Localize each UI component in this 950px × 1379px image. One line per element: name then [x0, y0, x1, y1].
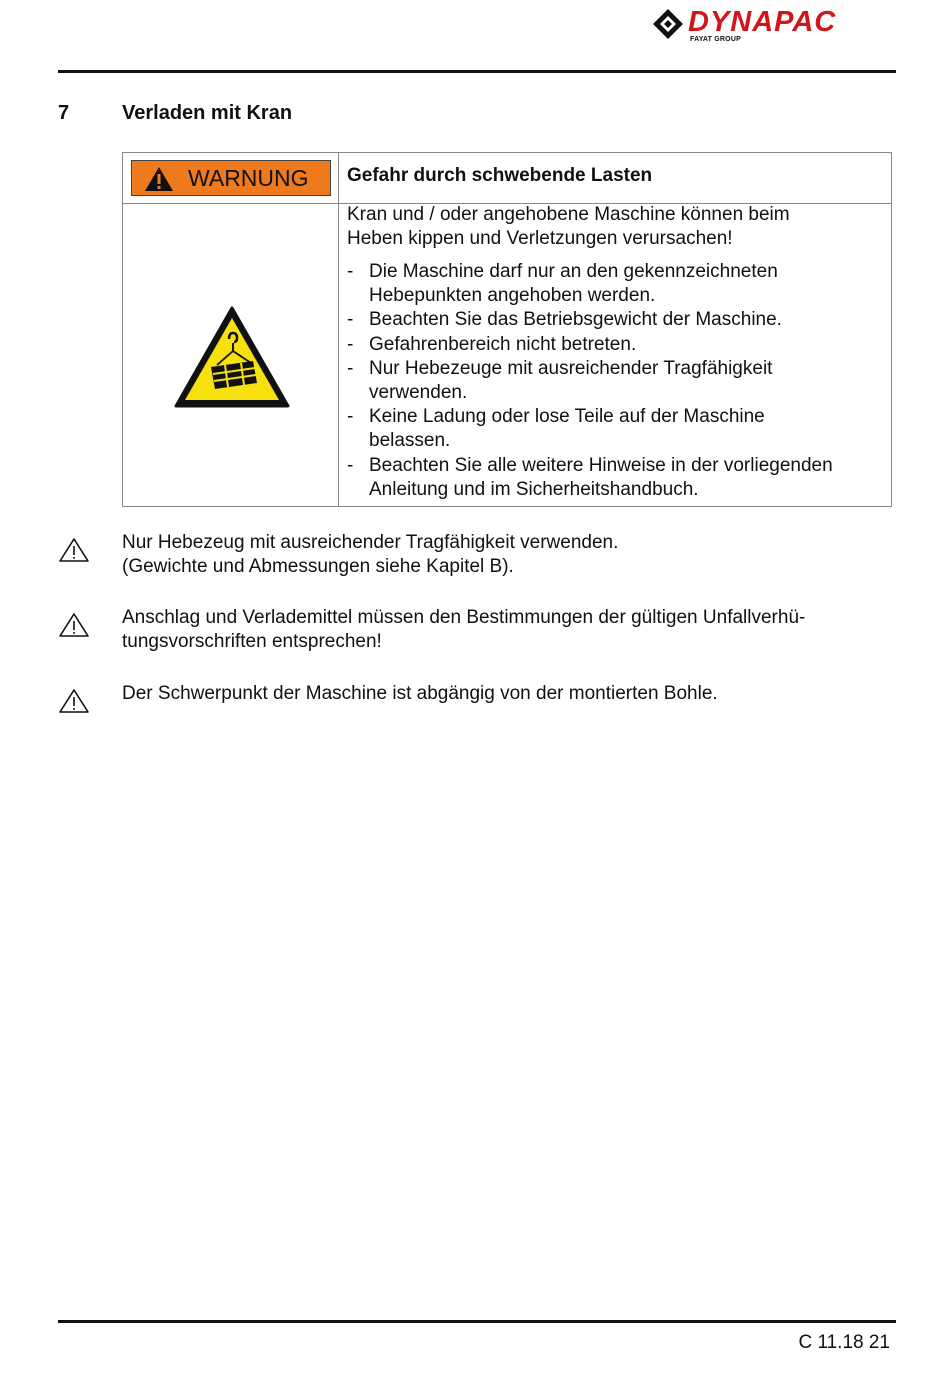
caution-triangle-icon [58, 688, 90, 714]
note-line: tungsvorschriften entsprechen! [122, 631, 382, 652]
list-item-line: Beachten Sie das Betriebsgewicht der Maschine. [369, 309, 782, 331]
list-item-line: Gefahrenbereich nicht betreten. [369, 333, 637, 355]
dynapac-logo [652, 8, 900, 44]
header-rule [58, 70, 896, 73]
signal-word: WARNUNG [188, 165, 309, 191]
list-item-line: Nur Hebezeuge mit ausreichender Tragfähigkeit [369, 357, 773, 379]
list-item [347, 308, 887, 332]
list-item [347, 454, 887, 502]
list-item [347, 357, 887, 405]
hazard-consequence [347, 203, 877, 251]
warning-box [122, 152, 892, 507]
list-item-line: Anleitung und im Sicherheitshandbuch. [369, 478, 699, 500]
list-item [347, 260, 887, 308]
note-line: Nur Hebezeug mit ausreichender Tragfähigkeit verwenden. [122, 532, 619, 553]
consequence-line: Kran und / oder angehobene Maschine können beim [347, 204, 790, 225]
table-divider [338, 153, 339, 506]
list-dash: - [347, 357, 354, 379]
list-item-line: Hebepunkten angehoben werden. [369, 285, 656, 307]
safety-measures-list [347, 260, 887, 502]
list-item-line: Keine Ladung oder lose Teile auf der Maschine [369, 406, 765, 428]
note-regulations [122, 606, 892, 654]
note-line: (Gewichte und Abmessungen siehe Kapitel B). [122, 556, 514, 577]
caution-triangle-icon [58, 612, 90, 638]
suspended-load-warning-icon [173, 305, 291, 409]
list-item [347, 333, 887, 357]
list-dash: - [347, 261, 354, 282]
brand-group: FAYAT GROUP [690, 36, 741, 43]
list-item-line: Die Maschine darf nur an den gekennzeichneten [369, 261, 778, 282]
section-number: 7 [58, 102, 70, 124]
list-item-line: verwenden. [369, 382, 468, 404]
note-center-of-gravity [122, 682, 892, 706]
list-dash: - [347, 309, 354, 331]
note-line: Anschlag und Verlademittel müssen den Bestimmungen der gültigen Unfallverhü- [122, 607, 806, 628]
note-load-capacity [122, 531, 892, 579]
list-dash: - [347, 454, 354, 476]
warning-triangle-icon [144, 166, 174, 192]
section-title: Verladen mit Kran [122, 102, 293, 124]
signal-word-panel [131, 160, 331, 196]
list-item-line: belassen. [369, 430, 451, 452]
list-dash: - [347, 333, 354, 355]
list-dash: - [347, 406, 354, 428]
note-line: Der Schwerpunkt der Maschine ist abgängig von der montierten Bohle. [122, 683, 718, 704]
list-item [347, 405, 887, 453]
page-number: C 11.18 21 [798, 1332, 890, 1353]
dynapac-diamond-icon [652, 8, 684, 40]
brand-name: DYNAPAC [688, 6, 837, 38]
list-item-line: Beachten Sie alle weitere Hinweise in der vorliegenden [369, 454, 833, 476]
consequence-line: Heben kippen und Verletzungen verursachen! [347, 228, 733, 249]
footer-rule [58, 1320, 896, 1323]
caution-triangle-icon [58, 537, 90, 563]
hazard-title: Gefahr durch schwebende Lasten [347, 165, 653, 186]
